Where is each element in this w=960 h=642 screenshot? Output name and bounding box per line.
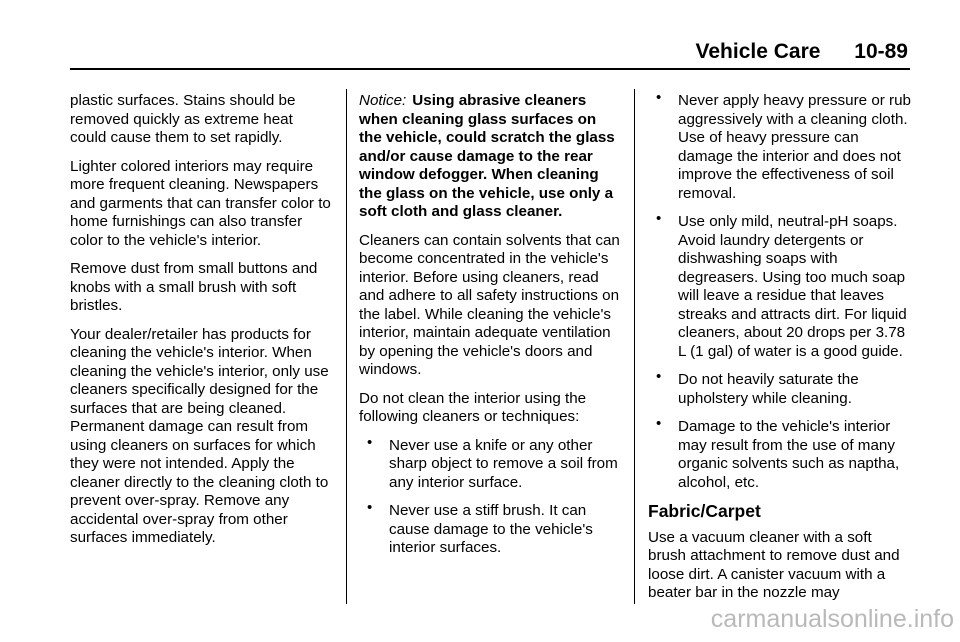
notice-label: Notice: [359, 92, 407, 109]
subheading: Fabric/Carpet [648, 501, 761, 521]
list-item [648, 89, 912, 203]
bullet-list [359, 433, 621, 558]
page-number: 10-89 [854, 40, 908, 63]
bullet-icon: • [656, 415, 662, 432]
paragraph: Your dealer/retailer has products for cleaning the vehicle's interior. When cleaning the vehicle's interior, only use cleaners specifically designed for the surfaces that are being cleaned. Permanent damage can result from using cleaners on surfaces for which they were not intended. Apply the cleaner directly to the cleaning cloth to prevent over-spray. Remove any accidental over-spray from other surfaces immediately. [70, 325, 329, 546]
list-item [359, 433, 621, 493]
notice-text: Using abrasive cleaners when cleaning glass surfaces on the vehicle, could scratch the glass and/or cause damage to the rear window defogger. When cleaning the glass on the vehicle, use only a soft cloth and glass cleaner. [359, 92, 615, 220]
list-item-text: Never use a stiff brush. It can cause damage to the vehicle's interior surfaces. [389, 502, 593, 556]
bullet-icon: • [656, 89, 662, 106]
column-1 [70, 92, 332, 558]
column-2 [359, 92, 621, 568]
list-item-text: Never apply heavy pressure or rub aggressively with a cleaning cloth. Use of heavy pressure can damage the interior and does not improve the effectiveness of soil removal. [678, 92, 911, 202]
header-rule [70, 68, 910, 70]
list-item [648, 415, 912, 492]
notice-block [359, 92, 621, 222]
bullet-icon: • [367, 433, 373, 451]
bullet-icon: • [367, 499, 373, 516]
list-item [359, 499, 621, 558]
column-divider-2 [634, 89, 635, 604]
paragraph: Use a vacuum cleaner with a soft brush attachment to remove dust and loose dirt. A canister vacuum with a beater bar in the nozzle may [648, 528, 900, 601]
list-item-text: Do not heavily saturate the upholstery while cleaning. [678, 371, 859, 407]
list-item-text: Never use a knife or any other sharp object to remove a soil from any interior surface. [389, 436, 618, 491]
bullet-icon: • [656, 210, 662, 227]
column-3 [648, 89, 912, 613]
bullet-icon: • [656, 368, 662, 385]
list-item-text: Use only mild, neutral-pH soaps. Avoid laundry detergents or dishwashing soaps with degreasers. Using too much soap will leave a residue that leaves streaks and attracts dirt. For liquid cleaners, about 20 drops per 3.78 L (1 gal) of water is a good guide. [678, 213, 907, 360]
list-item [648, 368, 912, 408]
section-title: Vehicle Care [695, 40, 821, 63]
paragraph: Do not clean the interior using the following cleaners or techniques: [359, 389, 587, 425]
bullet-list [648, 89, 912, 492]
paragraph: Lighter colored interiors may require more frequent cleaning. Newspapers and garments that can transfer color to home furnishings can also transfer color to the vehicle's interior. [70, 157, 331, 249]
watermark: carmanualsonline.info [710, 605, 954, 633]
paragraph: Remove dust from small buttons and knobs with a small brush with soft bristles. [70, 260, 318, 314]
column-divider-1 [346, 89, 347, 604]
page-header [696, 40, 908, 64]
paragraph: Cleaners can contain solvents that can become concentrated in the vehicle's interior. Before using cleaners, read and adhere to all safety instructions on the label. While cleaning the vehicle's interior, maintain adequate ventilation by opening the vehicle's doors and windows. [359, 231, 620, 378]
paragraph: plastic surfaces. Stains should be removed quickly as extreme heat could cause them to set rapidly. [70, 92, 296, 146]
list-item-text: Damage to the vehicle's interior may result from the use of many organic solvents such as naptha, alcohol, etc. [678, 418, 900, 491]
list-item [648, 210, 912, 361]
